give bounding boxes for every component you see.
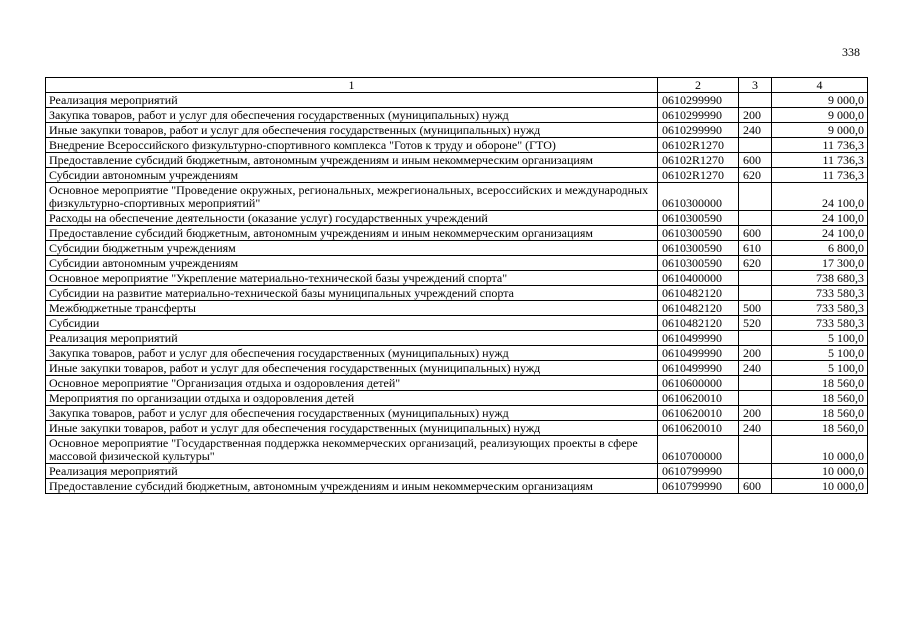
- name-cell: Основное мероприятие "Укрепление материально-технической базы учреждений спорта": [46, 271, 658, 286]
- name-cell: Субсидии на развитие материально-технической базы муниципальных учреждений спорта: [46, 286, 658, 301]
- type-cell: 200: [739, 346, 772, 361]
- sum-cell: 18 560,0: [772, 406, 868, 421]
- type-cell: [739, 376, 772, 391]
- type-cell: [739, 464, 772, 479]
- name-cell: Закупка товаров, работ и услуг для обеспечения государственных (муниципальных) нужд: [46, 108, 658, 123]
- type-cell: [739, 211, 772, 226]
- table-row: [46, 316, 868, 331]
- header-row: [46, 78, 868, 93]
- type-cell: 600: [739, 153, 772, 168]
- type-cell: [739, 271, 772, 286]
- type-cell: [739, 286, 772, 301]
- header-col-4: 4: [772, 78, 868, 93]
- sum-cell: 11 736,3: [772, 168, 868, 183]
- table-row: [46, 123, 868, 138]
- page-number: 338: [842, 45, 860, 59]
- type-cell: 500: [739, 301, 772, 316]
- sum-cell: 733 580,3: [772, 301, 868, 316]
- code-cell: 0610482120: [658, 316, 739, 331]
- sum-cell: 10 000,0: [772, 479, 868, 494]
- code-cell: 0610620010: [658, 391, 739, 406]
- table-row: [46, 376, 868, 391]
- name-cell: Основное мероприятие "Организация отдыха и оздоровления детей": [46, 376, 658, 391]
- table-row: [46, 436, 868, 464]
- type-cell: 600: [739, 479, 772, 494]
- header-col-1: 1: [46, 78, 658, 93]
- sum-cell: 5 100,0: [772, 331, 868, 346]
- name-cell: Закупка товаров, работ и услуг для обеспечения государственных (муниципальных) нужд: [46, 406, 658, 421]
- table-row: [46, 271, 868, 286]
- sum-cell: 18 560,0: [772, 376, 868, 391]
- code-cell: 0610482120: [658, 286, 739, 301]
- table-row: [46, 346, 868, 361]
- code-cell: 06102R1270: [658, 138, 739, 153]
- sum-cell: 17 300,0: [772, 256, 868, 271]
- header-col-2: 2: [658, 78, 739, 93]
- table-row: [46, 331, 868, 346]
- sum-cell: 10 000,0: [772, 464, 868, 479]
- sum-cell: 11 736,3: [772, 138, 868, 153]
- budget-table: [45, 77, 868, 494]
- name-cell: Расходы на обеспечение деятельности (оказание услуг) государственных учреждений: [46, 211, 658, 226]
- type-cell: 240: [739, 123, 772, 138]
- code-cell: 0610499990: [658, 346, 739, 361]
- sum-cell: 9 000,0: [772, 123, 868, 138]
- code-cell: 0610799990: [658, 464, 739, 479]
- name-cell: Субсидии автономным учреждениям: [46, 168, 658, 183]
- table-row: [46, 286, 868, 301]
- code-cell: 0610300590: [658, 211, 739, 226]
- table-row: [46, 93, 868, 108]
- code-cell: 06102R1270: [658, 153, 739, 168]
- table-row: [46, 211, 868, 226]
- name-cell: Субсидии: [46, 316, 658, 331]
- name-cell: Реализация мероприятий: [46, 331, 658, 346]
- code-cell: 0610300000: [658, 183, 739, 211]
- table-row: [46, 153, 868, 168]
- name-cell: Внедрение Всероссийского физкультурно-спортивного комплекса "Готов к труду и обороне" (ГТО): [46, 138, 658, 153]
- type-cell: [739, 391, 772, 406]
- sum-cell: 5 100,0: [772, 346, 868, 361]
- code-cell: 0610299990: [658, 108, 739, 123]
- name-cell: Субсидии бюджетным учреждениям: [46, 241, 658, 256]
- sum-cell: 9 000,0: [772, 93, 868, 108]
- name-cell: Иные закупки товаров, работ и услуг для обеспечения государственных (муниципальных) нужд: [46, 361, 658, 376]
- code-cell: 0610300590: [658, 241, 739, 256]
- type-cell: [739, 93, 772, 108]
- code-cell: 0610300590: [658, 256, 739, 271]
- name-cell: Реализация мероприятий: [46, 93, 658, 108]
- type-cell: 610: [739, 241, 772, 256]
- type-cell: [739, 436, 772, 464]
- code-cell: 0610299990: [658, 123, 739, 138]
- sum-cell: 11 736,3: [772, 153, 868, 168]
- code-cell: 0610600000: [658, 376, 739, 391]
- code-cell: 0610620010: [658, 421, 739, 436]
- type-cell: 520: [739, 316, 772, 331]
- table-row: [46, 241, 868, 256]
- sum-cell: 10 000,0: [772, 436, 868, 464]
- code-cell: 0610799990: [658, 479, 739, 494]
- table-row: [46, 391, 868, 406]
- name-cell: Предоставление субсидий бюджетным, автономным учреждениям и иным некоммерческим организациям: [46, 226, 658, 241]
- name-cell: Субсидии автономным учреждениям: [46, 256, 658, 271]
- type-cell: 200: [739, 406, 772, 421]
- type-cell: 600: [739, 226, 772, 241]
- table-row: [46, 464, 868, 479]
- table-row: [46, 226, 868, 241]
- type-cell: 620: [739, 256, 772, 271]
- sum-cell: 5 100,0: [772, 361, 868, 376]
- type-cell: [739, 138, 772, 153]
- code-cell: 0610300590: [658, 226, 739, 241]
- type-cell: 240: [739, 361, 772, 376]
- table-body: [46, 93, 868, 494]
- header-col-3: 3: [739, 78, 772, 93]
- sum-cell: 24 100,0: [772, 226, 868, 241]
- table-row: [46, 168, 868, 183]
- code-cell: 0610299990: [658, 93, 739, 108]
- name-cell: Мероприятия по организации отдыха и оздоровления детей: [46, 391, 658, 406]
- table-row: [46, 301, 868, 316]
- table-row: [46, 108, 868, 123]
- name-cell: Закупка товаров, работ и услуг для обеспечения государственных (муниципальных) нужд: [46, 346, 658, 361]
- type-cell: 620: [739, 168, 772, 183]
- code-cell: 06102R1270: [658, 168, 739, 183]
- name-cell: Межбюджетные трансферты: [46, 301, 658, 316]
- type-cell: 240: [739, 421, 772, 436]
- sum-cell: 18 560,0: [772, 421, 868, 436]
- sum-cell: 24 100,0: [772, 211, 868, 226]
- type-cell: [739, 183, 772, 211]
- table-row: [46, 183, 868, 211]
- name-cell: Основное мероприятие "Государственная поддержка некоммерческих организаций, реализующих проекты в сфере массовой физической культуры": [46, 436, 658, 464]
- sum-cell: 9 000,0: [772, 108, 868, 123]
- name-cell: Иные закупки товаров, работ и услуг для обеспечения государственных (муниципальных) нужд: [46, 123, 658, 138]
- table-row: [46, 406, 868, 421]
- table-row: [46, 256, 868, 271]
- sum-cell: 738 680,3: [772, 271, 868, 286]
- sum-cell: 6 800,0: [772, 241, 868, 256]
- sum-cell: 18 560,0: [772, 391, 868, 406]
- name-cell: Реализация мероприятий: [46, 464, 658, 479]
- code-cell: 0610700000: [658, 436, 739, 464]
- type-cell: 200: [739, 108, 772, 123]
- code-cell: 0610482120: [658, 301, 739, 316]
- name-cell: Предоставление субсидий бюджетным, автономным учреждениям и иным некоммерческим организациям: [46, 479, 658, 494]
- code-cell: 0610499990: [658, 331, 739, 346]
- name-cell: Предоставление субсидий бюджетным, автономным учреждениям и иным некоммерческим организациям: [46, 153, 658, 168]
- name-cell: Иные закупки товаров, работ и услуг для обеспечения государственных (муниципальных) нужд: [46, 421, 658, 436]
- code-cell: 0610400000: [658, 271, 739, 286]
- sum-cell: 733 580,3: [772, 286, 868, 301]
- table-row: [46, 361, 868, 376]
- table-row: [46, 138, 868, 153]
- sum-cell: 24 100,0: [772, 183, 868, 211]
- type-cell: [739, 331, 772, 346]
- name-cell: Основное мероприятие "Проведение окружных, региональных, межрегиональных, всероссийских и международных физкультурно-спортивных мероприятий": [46, 183, 658, 211]
- sum-cell: 733 580,3: [772, 316, 868, 331]
- code-cell: 0610499990: [658, 361, 739, 376]
- code-cell: 0610620010: [658, 406, 739, 421]
- table-row: [46, 421, 868, 436]
- table-row: [46, 479, 868, 494]
